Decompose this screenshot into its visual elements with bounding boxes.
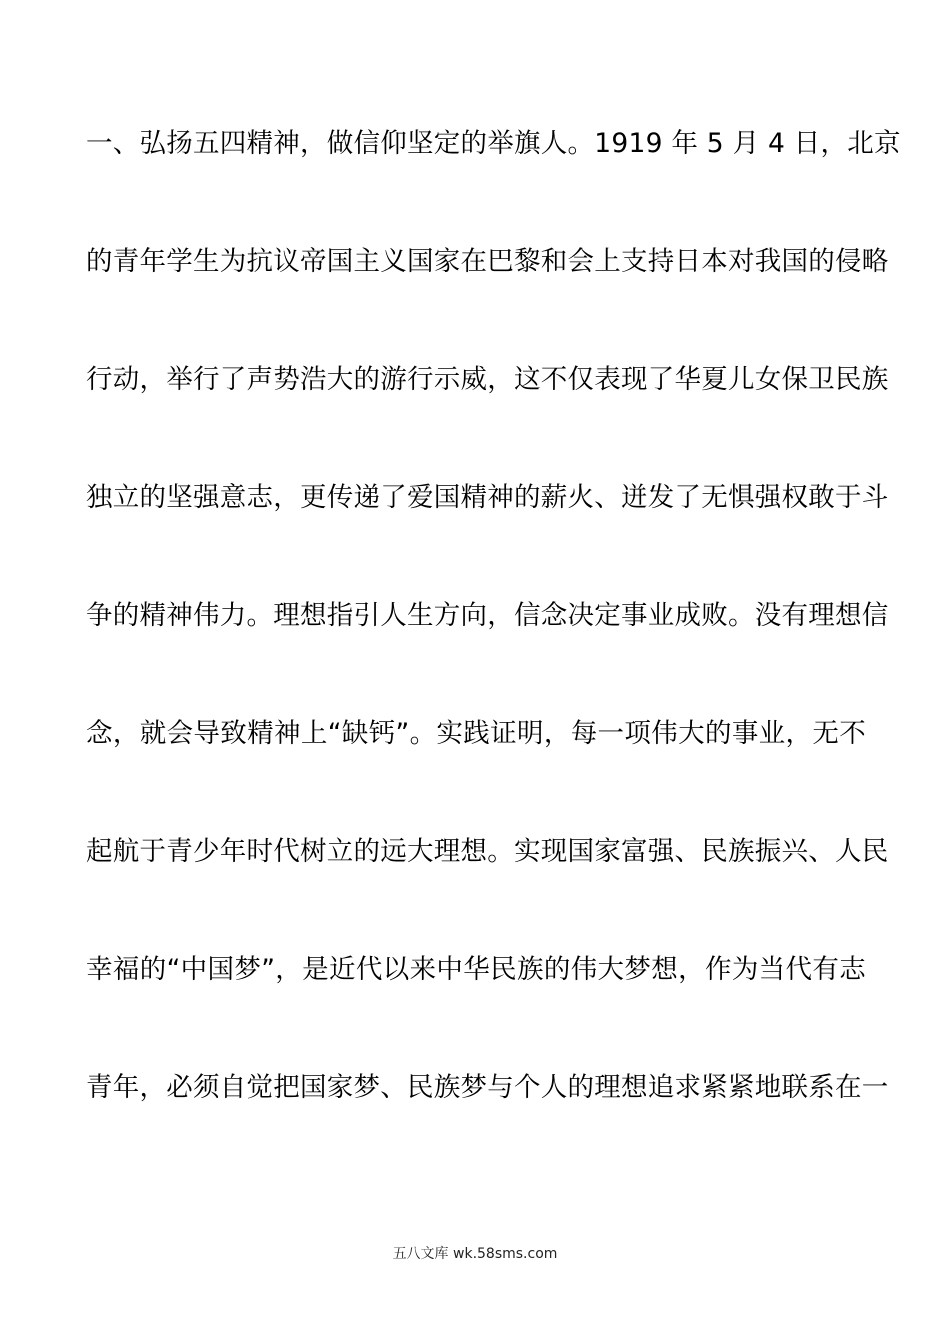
- text-line: 幸福的“中国梦”，是近代以来中华民族的伟大梦想，作为当代有志: [86, 954, 866, 985]
- text-line: 独立的坚强意志，更传递了爱国精神的薪火、迸发了无惧强权敢于斗: [86, 482, 889, 513]
- body-paragraph: [86, 123, 901, 1185]
- text-line: 行动，举行了声势浩大的游行示威，这不仅表现了华夏儿女保卫民族: [86, 364, 889, 395]
- text-line: 一、弘扬五四精神，做信仰坚定的举旗人。1919 年 5 月 4 日，北京: [86, 128, 901, 159]
- text-line: 争的精神伟力。理想指引人生方向，信念决定事业成败。没有理想信: [86, 600, 889, 631]
- text-line: 的青年学生为抗议帝国主义国家在巴黎和会上支持日本对我国的侵略: [86, 246, 889, 277]
- text-line: 念，就会导致精神上“缺钙”。实践证明，每一项伟大的事业，无不: [86, 718, 866, 749]
- footer-watermark: 五八文库 wk.58sms.com: [392, 1246, 558, 1262]
- text-line: 起航于青少年时代树立的远大理想。实现国家富强、民族振兴、人民: [86, 836, 889, 867]
- text-line: 青年，必须自觉把国家梦、民族梦与个人的理想追求紧紧地联系在一: [86, 1072, 889, 1103]
